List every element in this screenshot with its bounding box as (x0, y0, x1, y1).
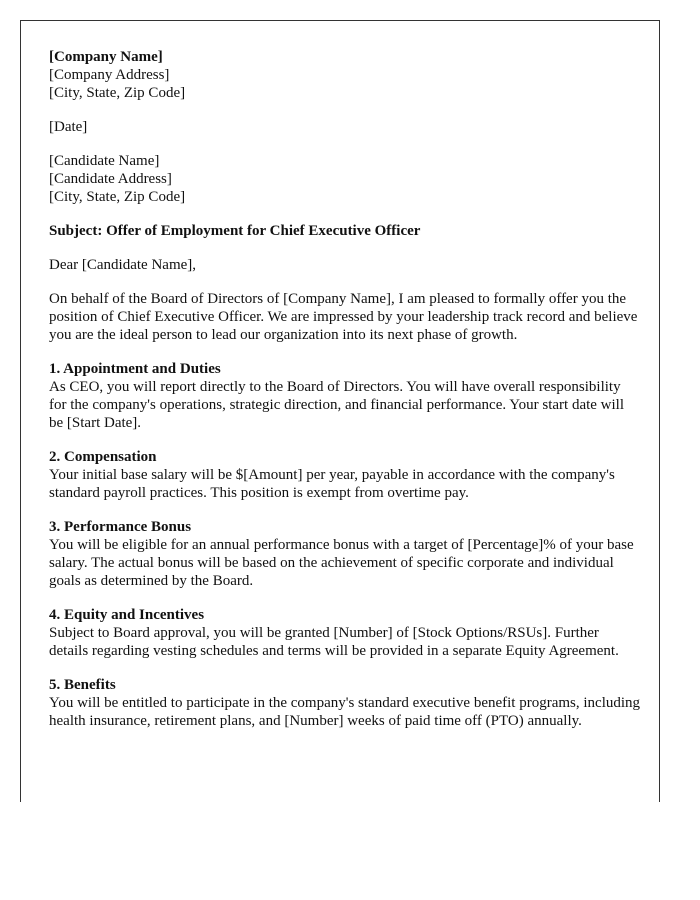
subject-line: Subject: Offer of Employment for Chief Executive Officer (49, 223, 421, 239)
section-heading: 5. Benefits (49, 677, 116, 693)
section-compensation (49, 448, 641, 502)
candidate-name: [Candidate Name] (49, 153, 160, 169)
recipient-address (49, 152, 641, 206)
letter-content (49, 48, 641, 746)
section-appointment (49, 360, 641, 432)
company-city-state-zip: [City, State, Zip Code] (49, 85, 186, 101)
salutation: Dear [Candidate Name], (49, 257, 197, 273)
letter-page (20, 20, 660, 802)
section-body: You will be entitled to participate in the company's standard executive benefit programs, including health insurance, retirement plans, and [Number] weeks of paid time off (PTO) annually. (49, 695, 641, 729)
section-body: Your initial base salary will be $[Amount] per year, payable in accordance with the company's standard payroll practices. This position is exempt from overtime pay. (49, 467, 615, 501)
section-body: As CEO, you will report directly to the Board of Directors. You will have overall responsibility for the company's operations, strategic direction, and financial performance. Your start date will be [Start Date]. (49, 379, 625, 431)
intro-paragraph: On behalf of the Board of Directors of [Company Name], I am pleased to formally offer you the position of Chief Executive Officer. We are impressed by your leadership track record and believe you are the ideal person to lead our organization into its next phase of growth. (49, 291, 638, 343)
company-name: [Company Name] (49, 49, 163, 65)
sender-address (49, 48, 641, 102)
section-heading: 3. Performance Bonus (49, 519, 192, 535)
section-bonus (49, 518, 641, 590)
candidate-address: [Candidate Address] (49, 171, 172, 187)
section-heading: 4. Equity and Incentives (49, 607, 205, 623)
section-body: Subject to Board approval, you will be granted [Number] of [Stock Options/RSUs]. Further details regarding vesting schedules and terms will be provided in a separate Equity Agreement. (49, 625, 619, 659)
candidate-city-state-zip: [City, State, Zip Code] (49, 189, 186, 205)
section-benefits (49, 676, 641, 730)
section-body: You will be eligible for an annual performance bonus with a target of [Percentage]% of your base salary. The actual bonus will be based on the achievement of specific corporate and individual goals as determined by the Board. (49, 537, 634, 589)
section-heading: 2. Compensation (49, 449, 157, 465)
letter-date: [Date] (49, 119, 88, 135)
section-heading: 1. Appointment and Duties (49, 361, 221, 377)
company-address: [Company Address] (49, 67, 170, 83)
section-equity (49, 606, 641, 660)
